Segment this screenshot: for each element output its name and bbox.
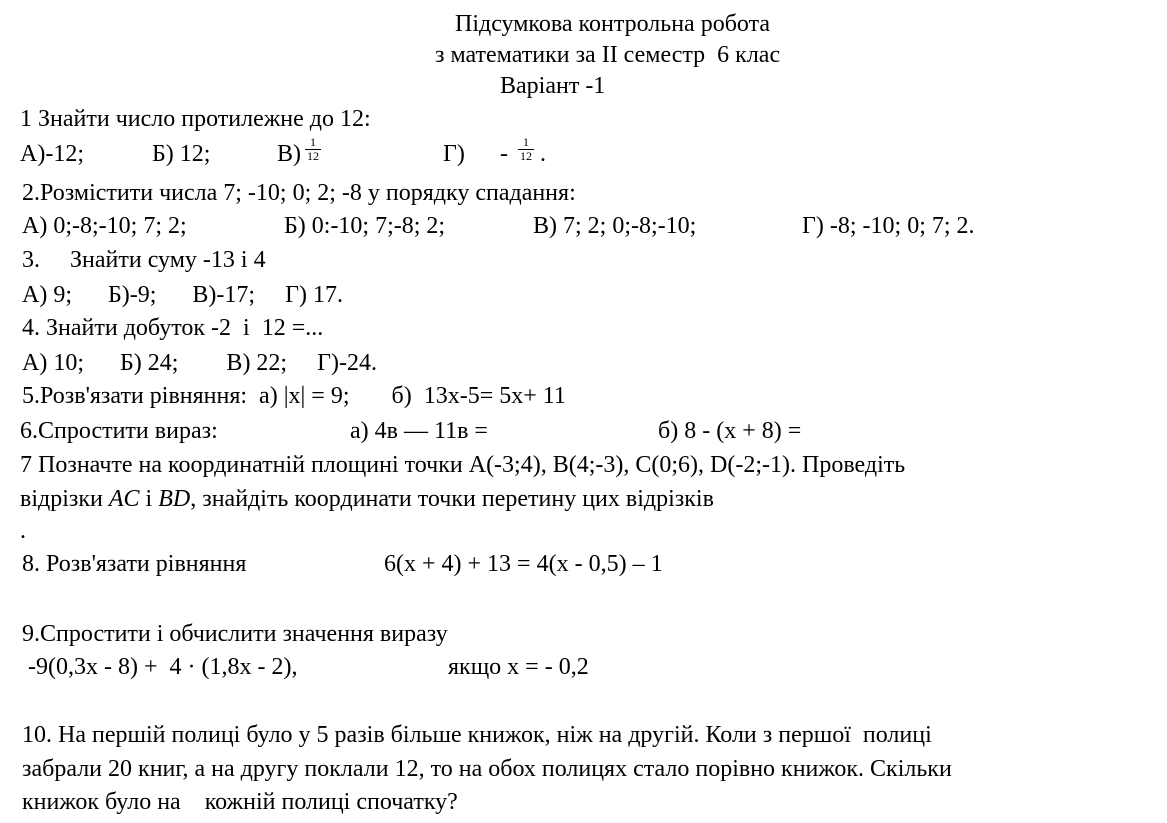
q7-text-b: і [139,486,159,512]
q1-option-d-end: . [540,141,546,167]
q7-line-2 [20,485,714,513]
q6-label: 6.Спростити вираз: [20,418,218,444]
q9-expression: -9(0,3х - 8) + 4 · (1,8х - 2), [28,654,298,680]
fraction-numerator: 1 [310,135,316,149]
q8-label: 8. Розв'язати рівняння [22,551,247,577]
q4-question: 4. Знайти добуток -2 і 12 =... [22,315,324,341]
q3-answers: А) 9; Б)-9; В)-17; Г) 17. [22,282,343,308]
fraction-denominator: 12 [520,149,532,163]
q6-part-b: б) 8 - (х + 8) = [658,418,802,444]
q7-segment-ac: AC [108,486,140,512]
document-subtitle: з математики за ІІ семестр 6 клас [435,42,781,68]
q10-line-1: 10. На першій полиці було у 5 разів більше книжок, ніж на другій. Коли з першої полиці [22,722,932,748]
q2-question: 2.Розмістити числа 7; -10; 0; 2; -8 у порядку спадання: [22,180,576,206]
q4-answers: А) 10; Б) 24; В) 22; Г)-24. [22,350,377,376]
q2-option-d: Г) -8; -10; 0; 7; 2. [802,213,975,239]
q7-text-a: відрізки [20,486,109,512]
q8-equation: 6(х + 4) + 13 = 4(х - 0,5) – 1 [384,551,663,577]
q10-line-3: книжок було на кожній полиці спочатку? [22,789,458,815]
q7-stray-dot: . [20,518,26,544]
q6-part-a: а) 4в — 11в = [350,418,488,444]
document-title: Підсумкова контрольна робота [455,11,771,37]
q1-option-c-fraction [304,136,322,162]
q1-option-b: Б) 12; [152,141,211,167]
q7-segment-bd: BD [158,486,191,512]
q3-question: 3. Знайти суму -13 і 4 [22,247,266,273]
fraction-numerator: 1 [523,135,529,149]
variant-label: Варіант -1 [500,73,606,99]
q9-question: 9.Спростити і обчислити значення виразу [22,621,448,647]
q1-option-a: А)-12; [20,141,84,167]
fraction-denominator: 12 [307,149,319,163]
q2-option-b: Б) 0:-10; 7;-8; 2; [284,213,446,239]
q1-option-d-label: Г) [443,141,465,167]
q5-text: 5.Розв'язати рівняння: а) |х| = 9; б) 13х-5= 5х+ 11 [22,383,566,409]
q2-option-a: А) 0;-8;-10; 7; 2; [22,213,187,239]
q9-condition: якщо х = - 0,2 [448,654,589,680]
q1-option-c-label: В) [277,141,301,167]
q7-text-c: , знайдіть координати точки перетину цих відрізків [190,486,714,512]
q10-line-2: забрали 20 книг, а на другу поклали 12, то на обох полицях стало порівно книжок. Скільки [22,756,952,782]
q1-question: 1 Знайти число протилежне до 12: [20,106,371,132]
q1-option-d-fraction [517,136,535,162]
q1-option-d-sign: - [500,141,508,167]
q7-line-1: 7 Позначте на координатній площині точки A(-3;4), B(4;-3), C(0;6), D(-2;-1). Проведіть [20,452,906,478]
q2-option-c: В) 7; 2; 0;-8;-10; [533,213,697,239]
